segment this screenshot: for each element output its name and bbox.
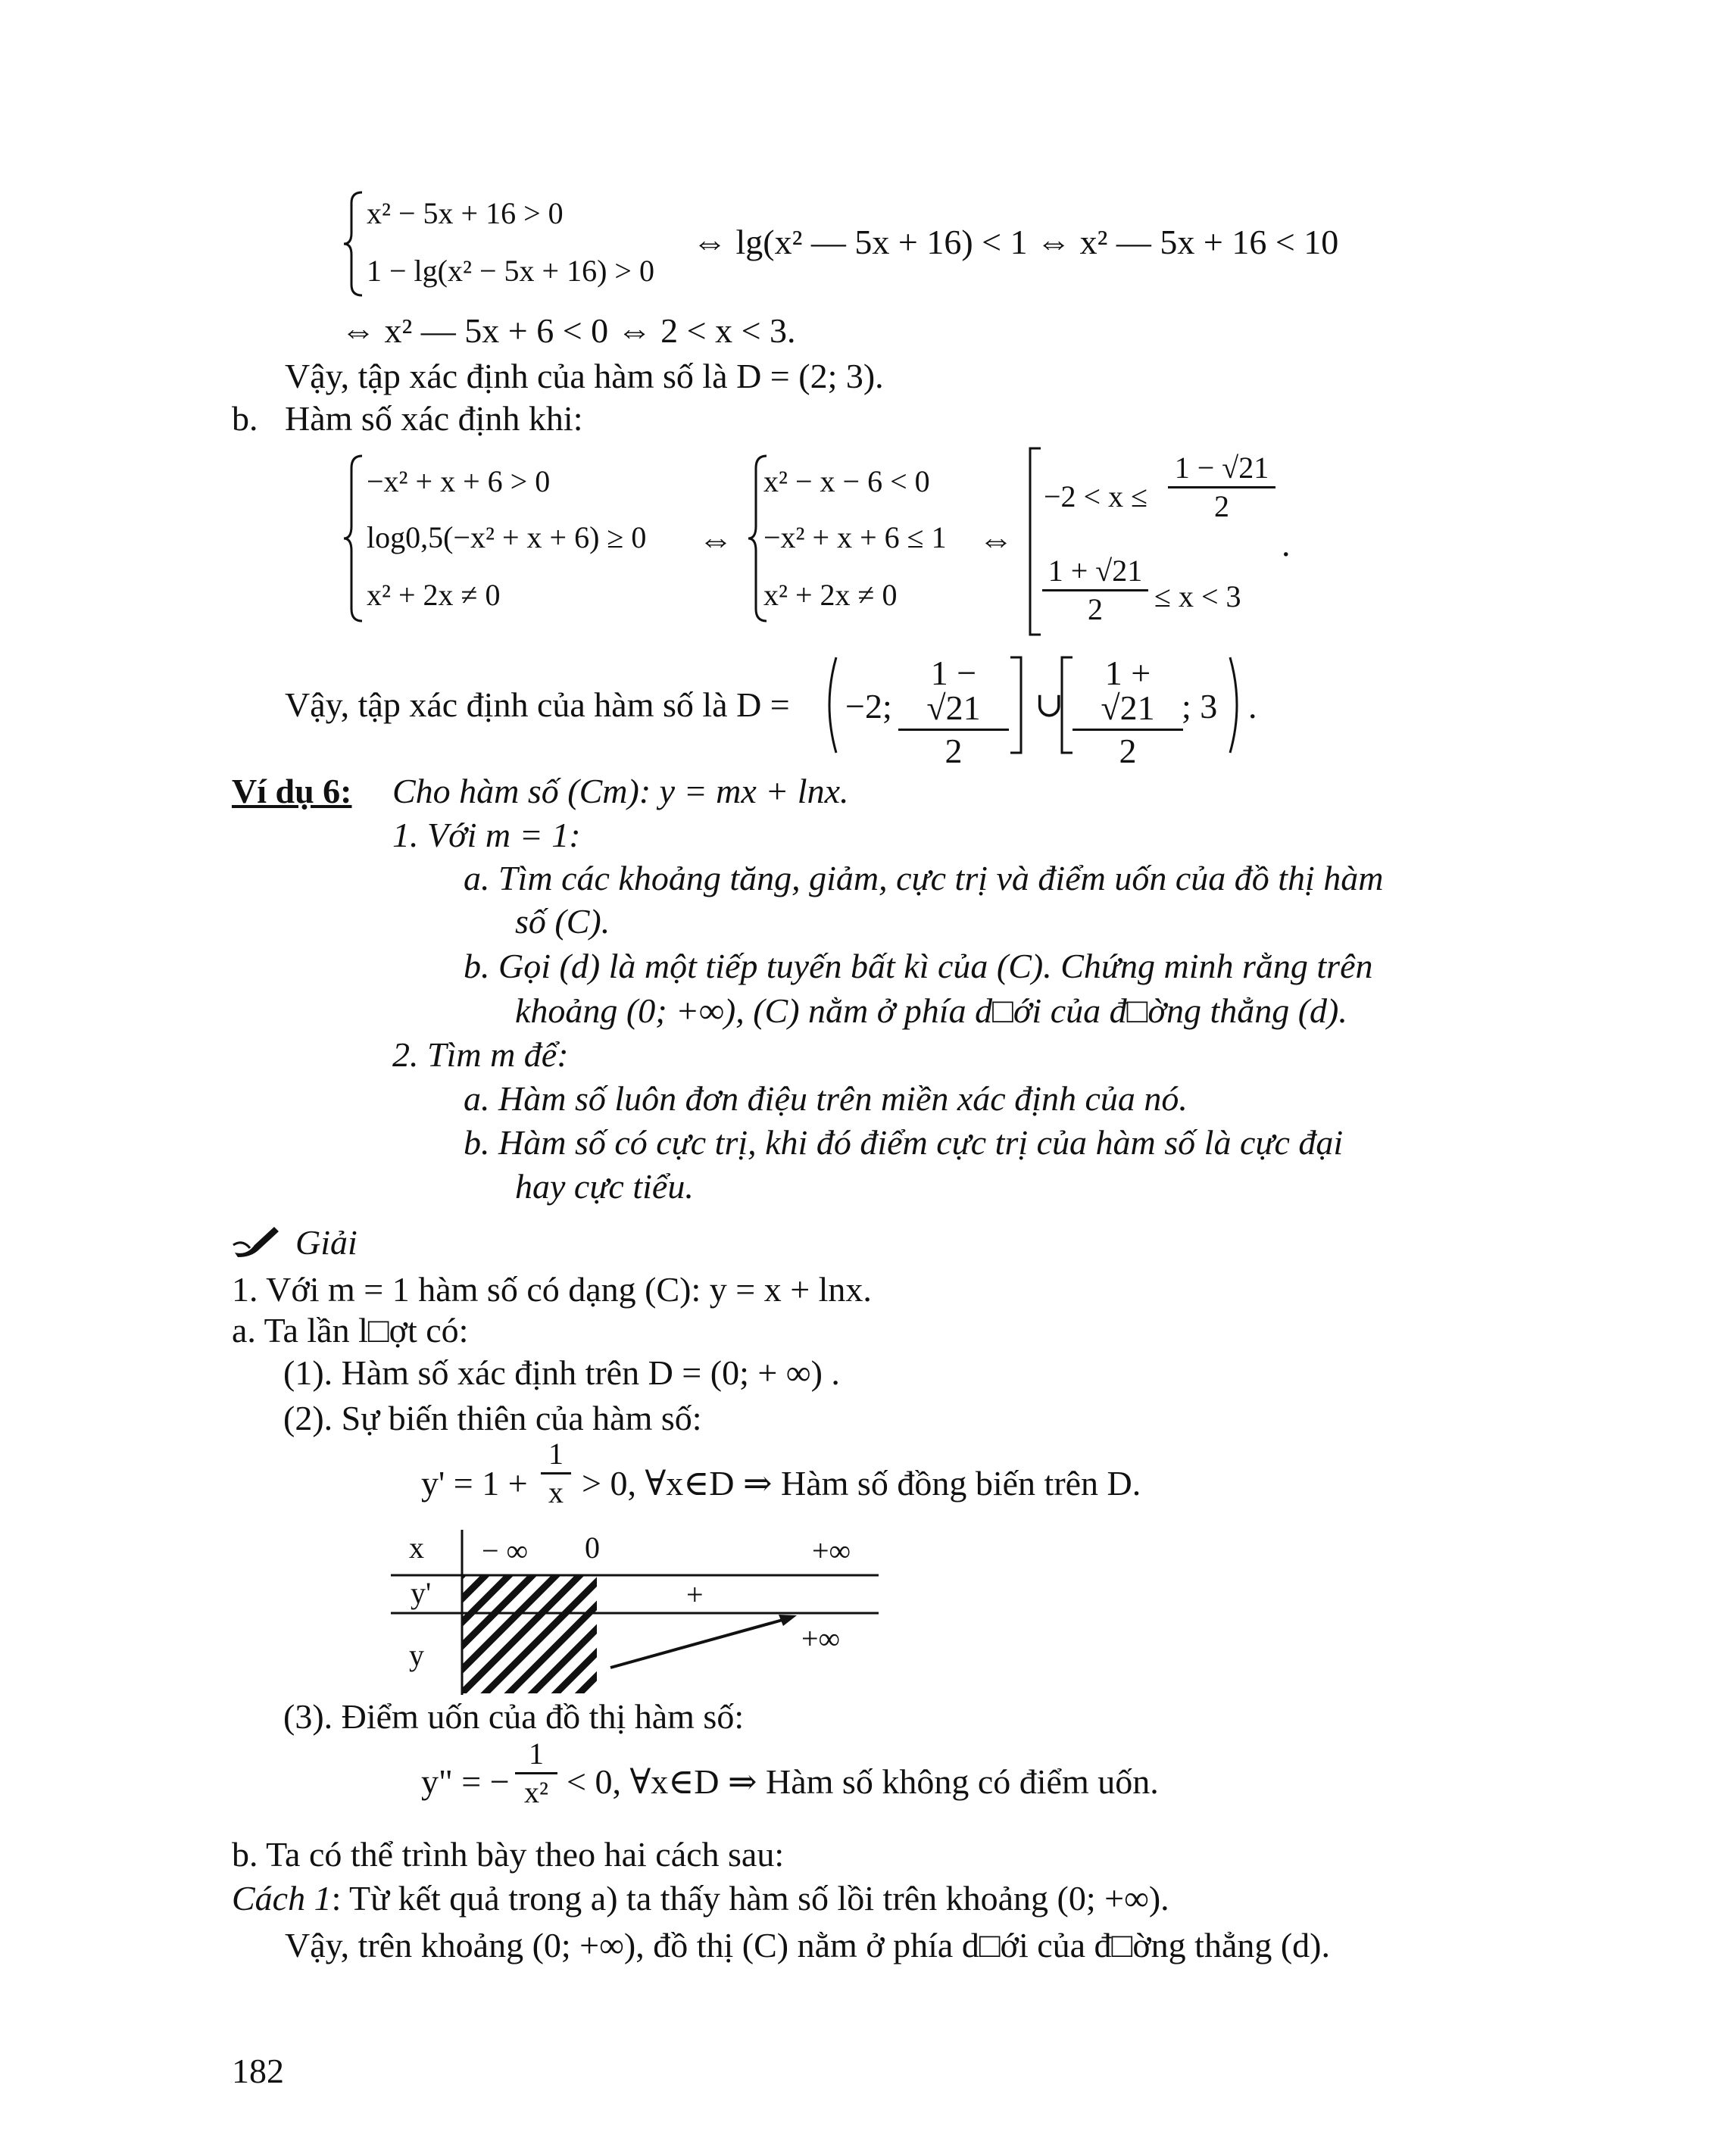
example-label: Ví dụ 6:	[232, 772, 352, 810]
conclusion-b-prefix: Vậy, tập xác định của hàm số là D =	[285, 685, 790, 724]
table-yprime-sign: +	[686, 1577, 704, 1612]
solution-a: a. Ta lần l□ợt có:	[232, 1311, 469, 1350]
way-1-text: : Từ kết quả trong a) ta thấy hàm số lồi trên khoảng (0; +∞).	[331, 1879, 1169, 1918]
table-row-y: y	[409, 1638, 424, 1672]
conclusion-a: Vậy, tập xác định của hàm số là D = (2; 3).	[285, 357, 884, 395]
cond1-left: −2 < x ≤	[1044, 479, 1148, 513]
pen-icon	[232, 1222, 282, 1259]
step-1: (1). Hàm số xác định trên D = (0; + ∞) .	[283, 1353, 840, 1392]
step-2: (2). Sự biến thiên của hàm số:	[283, 1399, 702, 1437]
frac-bar	[1073, 729, 1183, 731]
interval-left: −2;	[845, 687, 892, 726]
step-3: (3). Điểm uốn của đồ thị hàm số:	[283, 1697, 745, 1736]
way-1-conclusion: Vậy, trên khoảng (0; +∞), đồ thị (C) nằm ở phía d□ới của đ□ờng thẳng (d).	[285, 1926, 1330, 1964]
table-x-pos-inf: +∞	[812, 1534, 851, 1568]
sys-b2-line2: −x² + x + 6 ≤ 1	[763, 520, 947, 554]
frac-bar	[1042, 589, 1148, 591]
question-2b-line2: hay cực tiểu.	[515, 1167, 694, 1206]
sys-b1-line2: log0,5(−x² + x + 6) ≥ 0	[367, 520, 647, 554]
frac-num: 1 − √21	[926, 654, 981, 727]
way-1	[232, 1881, 1169, 1916]
frac-den: 2	[1088, 592, 1103, 626]
derivative-lhs: y' = 1 +	[421, 1464, 528, 1503]
equiv-line2: ⇔ x² — 5x + 6 < 0 ⇔ 2 < x < 3.	[341, 311, 796, 350]
sys-b2-line3: x² + 2x ≠ 0	[763, 578, 898, 612]
sys-b1-line3: x² + 2x ≠ 0	[367, 578, 501, 612]
equiv-line1: ⇔ lg(x² — 5x + 16) < 1 ⇔ x² — 5x + 16 < 10	[692, 223, 1339, 261]
frac-interval-1	[898, 656, 1009, 769]
table-x-zero: 0	[585, 1531, 600, 1565]
frac-1-minus-sqrt21	[1168, 453, 1275, 522]
end-period: .	[1248, 687, 1257, 726]
frac-den: 2	[944, 732, 963, 770]
period: .	[1282, 525, 1291, 563]
table-y-pos-inf: +∞	[801, 1621, 841, 1655]
paren-open	[820, 656, 839, 754]
table-x-neg-inf: − ∞	[482, 1534, 529, 1568]
question-2b-line1: b. Hàm số có cực trị, khi đó điểm cực trị của hàm số là cực đại	[464, 1123, 1344, 1162]
frac-num: 1 + √21	[1101, 654, 1155, 727]
table-lines	[391, 1524, 883, 1698]
solution-b: b. Ta có thể trình bày theo hai cách sau:	[232, 1835, 785, 1874]
second-deriv-lhs: y" = −	[421, 1762, 510, 1801]
frac-den: 2	[1214, 489, 1229, 523]
frac-den: x	[548, 1475, 564, 1509]
frac-bar	[1168, 486, 1275, 488]
part-b-text: Hàm số xác định khi:	[285, 399, 583, 438]
bracket-open	[1059, 656, 1074, 754]
question-1a-line1: a. Tìm các khoảng tăng, giảm, cực trị và điểm uốn của đồ thị hàm	[464, 859, 1384, 897]
bracket-close	[1009, 656, 1024, 754]
brace-sys-a	[342, 191, 365, 297]
sys-b1-line1: −x² + x + 6 > 0	[367, 464, 551, 498]
interval-right: ; 3	[1182, 687, 1218, 726]
derivative-rhs: > 0, ∀x∈D ⇒ Hàm số đồng biến trên D.	[582, 1464, 1141, 1503]
equiv-b2: ⇔	[979, 520, 1013, 559]
second-deriv-rhs: < 0, ∀x∈D ⇒ Hàm số không có điểm uốn.	[567, 1762, 1159, 1801]
sys-a-line2: 1 − lg(x² − 5x + 16) > 0	[367, 254, 654, 288]
question-1b-line1: b. Gọi (d) là một tiếp tuyến bất kì của (C). Chứng minh rằng trên	[464, 947, 1373, 985]
frac-num: 1	[548, 1437, 564, 1471]
way-1-label: Cách 1	[232, 1879, 332, 1918]
brace-sys-b1	[342, 454, 365, 623]
equiv-b1: ⇔	[698, 520, 733, 559]
solution-heading: Giải	[295, 1223, 358, 1262]
sys-b2-line1: x² − x − 6 < 0	[763, 464, 930, 498]
frac-num: 1 + √21	[1048, 554, 1143, 588]
question-1: 1. Với m = 1:	[392, 816, 581, 854]
frac-bar	[515, 1772, 557, 1774]
frac-bar	[541, 1472, 571, 1475]
question-2: 2. Tìm m để:	[392, 1035, 569, 1074]
question-2a: a. Hàm số luôn đơn điệu trên miền xác định của nó.	[464, 1079, 1188, 1118]
table-row-yprime: y'	[411, 1576, 432, 1610]
sys-a-line1: x² − 5x + 16 > 0	[367, 196, 564, 230]
frac-1-plus-sqrt21	[1042, 556, 1148, 625]
union: ∪	[1035, 685, 1064, 724]
frac-num: 1 − √21	[1174, 451, 1269, 485]
frac-den: x²	[524, 1775, 548, 1809]
frac-num: 1	[529, 1737, 544, 1771]
frac-den: 2	[1119, 732, 1137, 770]
part-b-label: b.	[232, 399, 258, 438]
frac-interval-2	[1073, 656, 1183, 769]
paren-close	[1227, 656, 1247, 754]
solution-1: 1. Với m = 1 hàm số có dạng (C): y = x + lnx.	[232, 1270, 872, 1309]
derivative-fraction	[541, 1439, 571, 1508]
table-row-x: x	[409, 1531, 424, 1565]
cond2-right: ≤ x < 3	[1154, 579, 1241, 613]
question-1b-line2: khoảng (0; +∞), (C) nằm ở phía d□ới của đ□ờng thẳng (d).	[515, 991, 1347, 1030]
example-intro: Cho hàm số (Cm): y = mx + lnx.	[392, 772, 849, 810]
frac-bar	[898, 729, 1009, 731]
page-number: 182	[232, 2052, 284, 2090]
question-1a-line2: số (C).	[515, 902, 610, 941]
bracket-union	[1027, 447, 1042, 636]
second-deriv-fraction	[515, 1739, 557, 1808]
